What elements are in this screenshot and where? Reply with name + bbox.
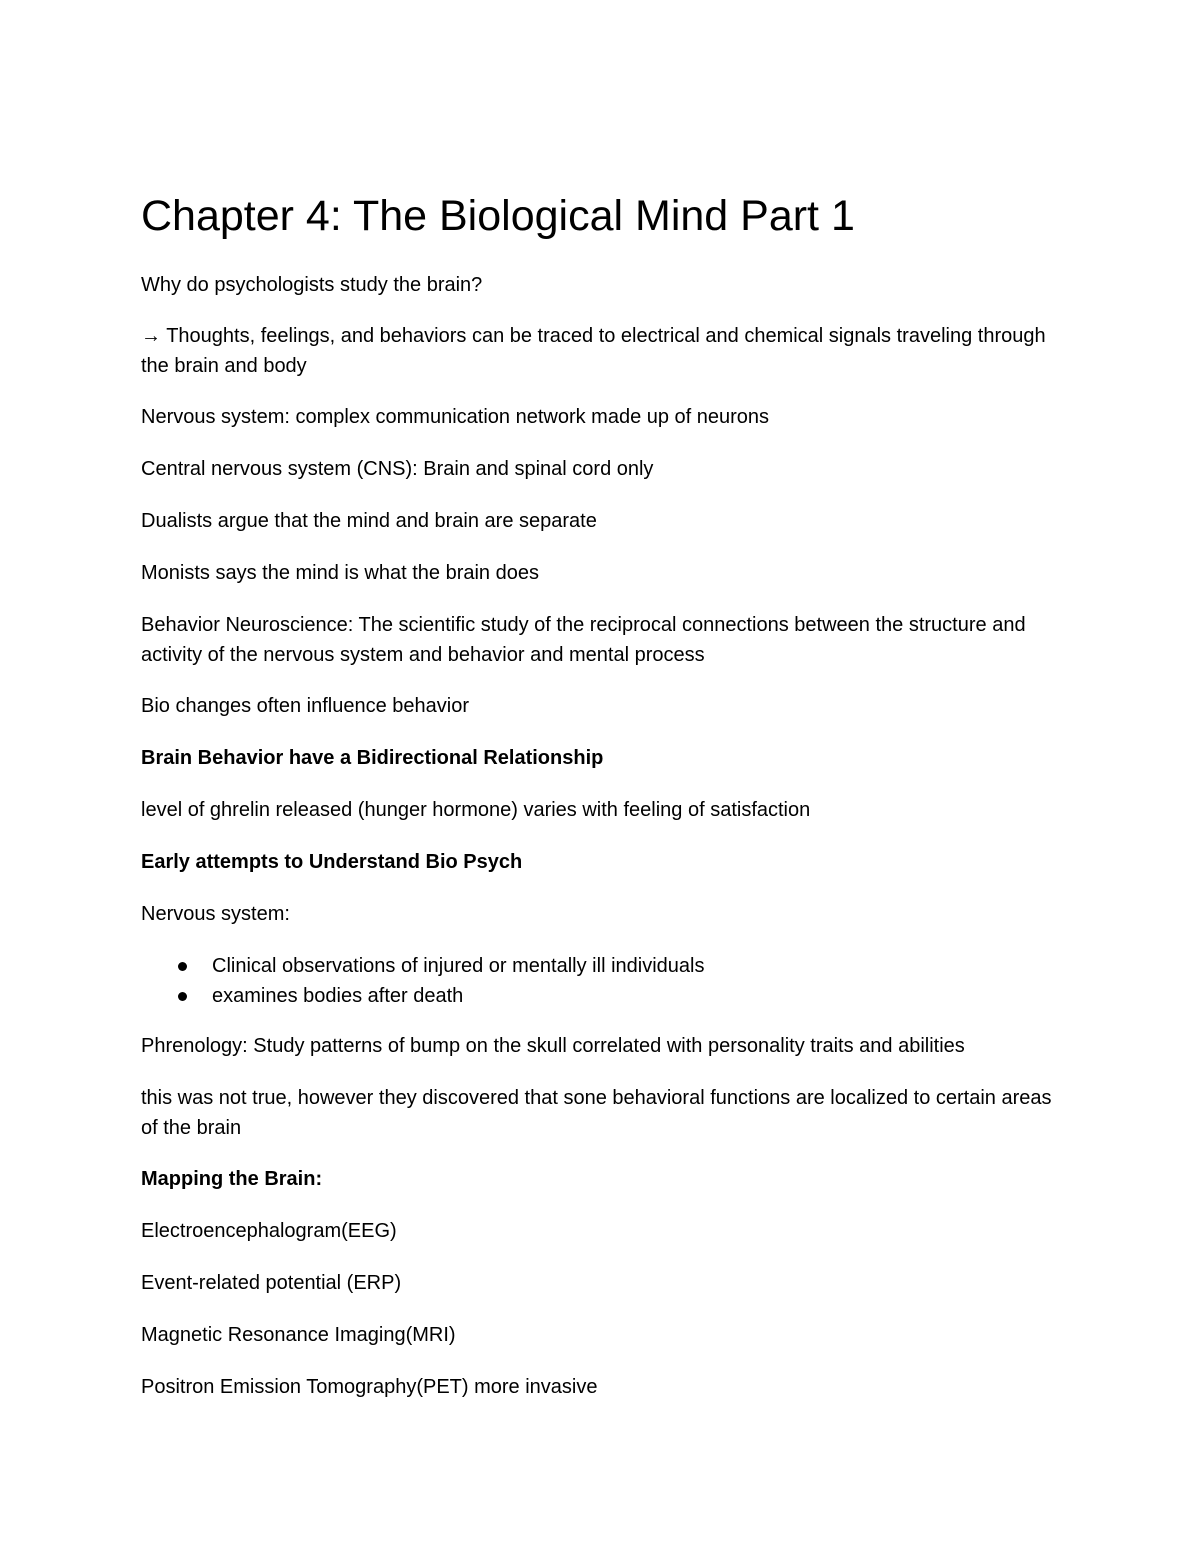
bullet-icon [178, 962, 187, 971]
page-title: Chapter 4: The Biological Mind Part 1 [141, 192, 855, 240]
ghrelin-paragraph: level of ghrelin released (hunger hormone) varies with feeling of satisfaction [141, 799, 811, 821]
erp-item: Event-related potential (ERP) [141, 1272, 402, 1294]
question-paragraph: Why do psychologists study the brain? [141, 274, 483, 296]
eeg-item: Electroencephalogram(EEG) [141, 1220, 397, 1242]
dualists-paragraph: Dualists argue that the mind and brain are separate [141, 510, 597, 532]
phrenology-paragraph: Phrenology: Study patterns of bump on the skull correlated with personality traits and abilities [141, 1035, 965, 1057]
bullet-list [141, 952, 704, 1011]
list-item-text: examines bodies after death [212, 984, 464, 1007]
list-item-text: Clinical observations of injured or mentally ill individuals [212, 955, 705, 977]
section-heading-mapping: Mapping the Brain: [141, 1168, 323, 1190]
cns-definition: Central nervous system (CNS): Brain and spinal cord only [141, 458, 654, 480]
bio-changes-paragraph: Bio changes often influence behavior [141, 695, 470, 717]
section-heading-bidirectional: Brain Behavior have a Bidirectional Relationship [141, 747, 604, 769]
nervous-system-definition: Nervous system: complex communication network made up of neurons [141, 406, 770, 428]
bullet-icon [178, 992, 187, 1001]
answer-paragraph: → Thoughts, feelings, and behaviors can be traced to electrical and chemical signals traveling through the brain and body [141, 325, 1046, 377]
nervous-system-label: Nervous system: [141, 903, 290, 925]
list-item [141, 982, 704, 1012]
behavior-neuroscience-definition: Behavior Neuroscience: The scientific study of the reciprocal connections between the structure and activity of the nervous system and behavior and mental process [141, 614, 1026, 666]
monists-paragraph: Monists says the mind is what the brain does [141, 562, 539, 584]
localization-paragraph: this was not true, however they discovered that sone behavioral functions are localized to certain areas of the brain [141, 1087, 1052, 1139]
mri-item: Magnetic Resonance Imaging(MRI) [141, 1324, 456, 1346]
list-item [141, 952, 704, 982]
pet-item: Positron Emission Tomography(PET) more invasive [141, 1376, 598, 1398]
section-heading-early-attempts: Early attempts to Understand Bio Psych [141, 851, 523, 873]
